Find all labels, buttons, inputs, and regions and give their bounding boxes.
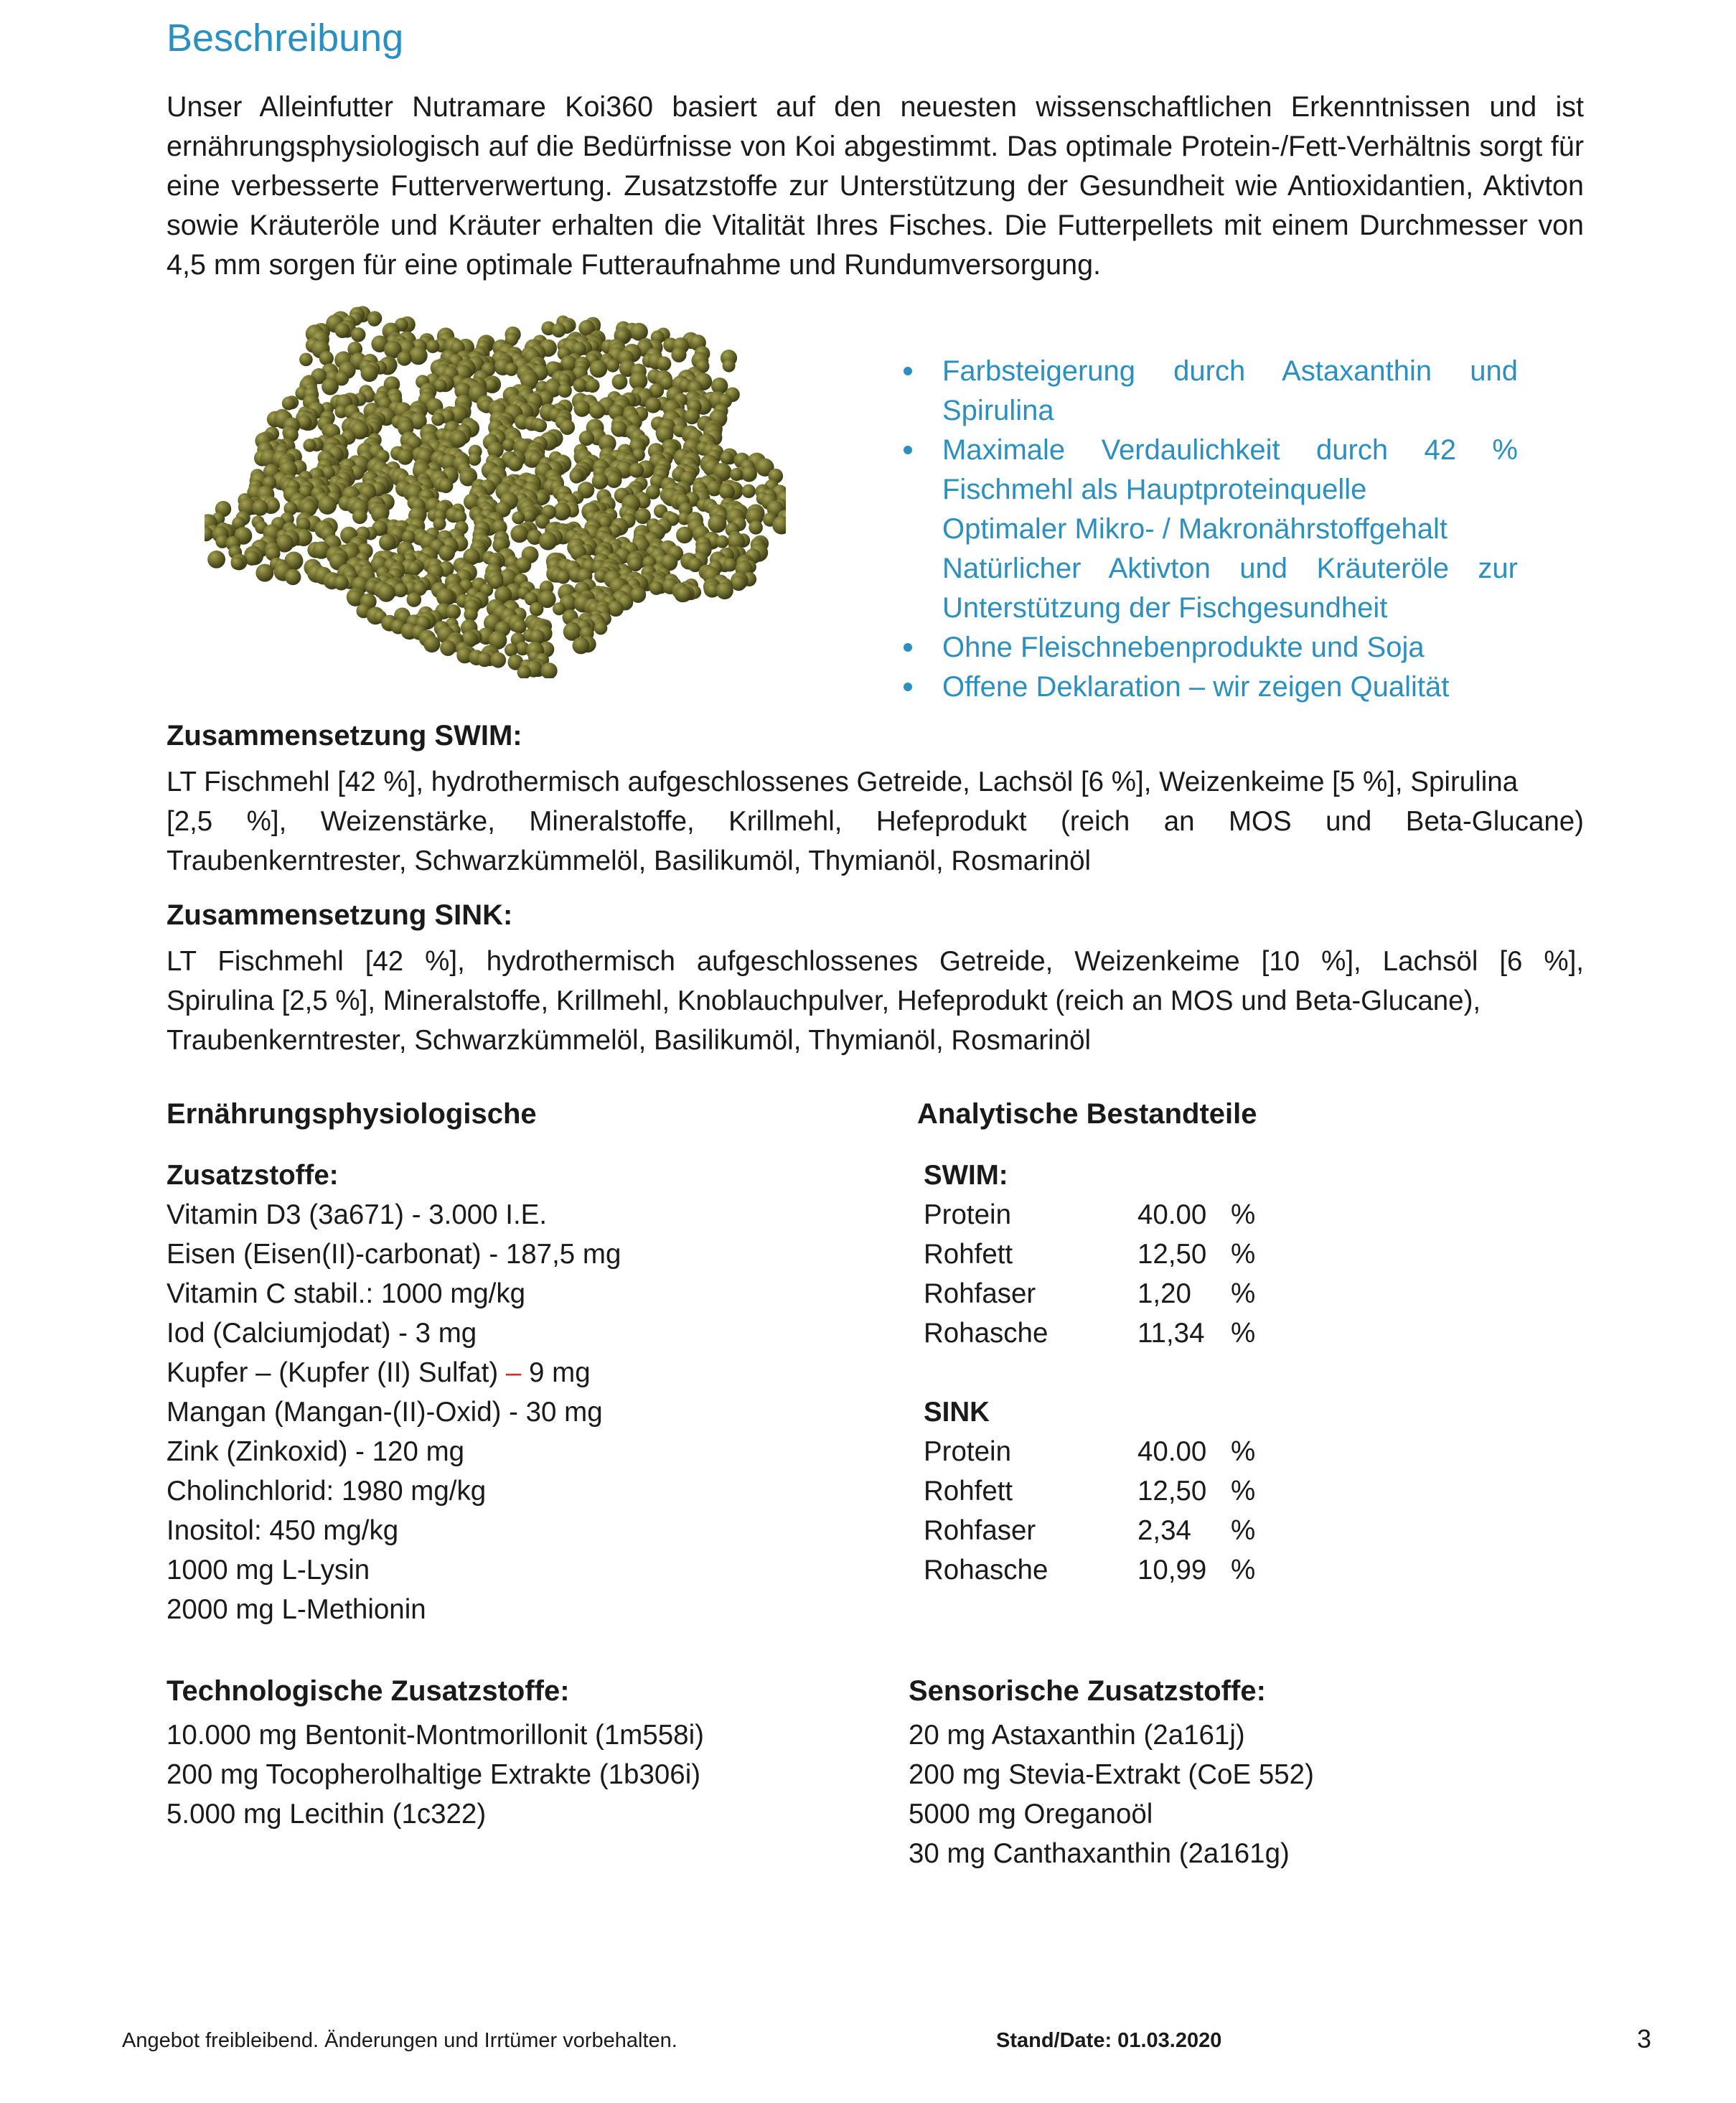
analytic-unit: % — [1231, 1199, 1256, 1230]
pellet — [708, 515, 726, 533]
pellet — [285, 569, 301, 585]
pellet — [742, 484, 756, 498]
pellet — [749, 520, 763, 535]
analytic-value: 40.00 — [1137, 1436, 1207, 1467]
analytic-label: Rohfett — [924, 1239, 1013, 1270]
description-heading: Beschreibung — [166, 17, 404, 60]
pellet — [490, 652, 506, 668]
pellet — [530, 602, 544, 617]
pellet — [464, 607, 477, 621]
analytic-row — [924, 1550, 1259, 1590]
analytic-row — [924, 1471, 1259, 1511]
pellet — [393, 583, 408, 597]
analytic-label: Protein — [924, 1436, 1011, 1467]
nutrition-item: Vitamin D3 (3a671) - 3.000 I.E. — [166, 1199, 548, 1230]
feature-item: Maximale Verdaulichkeit durch 42 % Fischmehl als Hauptproteinquelle — [901, 431, 1518, 510]
pellet — [282, 397, 296, 411]
pellet — [731, 576, 746, 591]
pellet — [446, 604, 461, 619]
pellet — [589, 403, 605, 419]
analytic-value: 2,34 — [1137, 1515, 1191, 1546]
pellet — [351, 327, 365, 342]
pellet — [592, 473, 609, 490]
pellet — [723, 558, 737, 572]
sensory-item: 200 mg Stevia-Extrakt (CoE 552) — [909, 1759, 1314, 1790]
swim-composition-title: Zusammensetzung SWIM: — [166, 720, 522, 751]
nutrition-item: Zink (Zinkoxid) - 120 mg — [166, 1436, 465, 1467]
analytic-row — [924, 1313, 1259, 1353]
nutrition-list — [166, 1156, 884, 1629]
sensory-item: 20 mg Astaxanthin (2a161j) — [909, 1720, 1245, 1751]
sensory-item: 30 mg Canthaxanthin (2a161g) — [909, 1838, 1290, 1869]
pellet — [303, 439, 316, 451]
pellet — [657, 357, 672, 372]
analytic-swim-table — [924, 1156, 1259, 1353]
pellet — [512, 511, 525, 524]
analytic-unit: % — [1231, 1436, 1256, 1467]
pellet — [649, 581, 663, 595]
koi-food-pellets-image — [205, 305, 786, 678]
technological-title: Technologische Zusatzstoffe: — [166, 1675, 570, 1707]
pellet — [560, 420, 575, 435]
analytic-value: 12,50 — [1137, 1239, 1207, 1270]
nutrition-item: Eisen (Eisen(II)-carbonat) - 187,5 mg — [166, 1239, 621, 1270]
pellet — [570, 470, 583, 483]
pellet — [719, 484, 735, 500]
pellet — [423, 636, 440, 652]
pellet — [318, 496, 337, 515]
kupfer-text: Kupfer – (Kupfer (II) Sulfat) — [166, 1357, 506, 1388]
pellet — [361, 365, 378, 382]
nutrition-items — [166, 1195, 884, 1629]
pellet — [606, 360, 619, 373]
analytic-row — [924, 1235, 1259, 1274]
analytic-row — [924, 1195, 1259, 1235]
pellet — [377, 584, 395, 602]
analytic-label: Rohfett — [924, 1476, 1013, 1507]
pellet — [440, 640, 456, 656]
analytic-unit: % — [1231, 1278, 1256, 1309]
analytic-value: 40.00 — [1137, 1199, 1207, 1230]
sensory-item: 5000 mg Oreganoöl — [909, 1799, 1153, 1830]
analytic-unit: % — [1231, 1555, 1256, 1586]
analytic-value: 1,20 — [1137, 1278, 1191, 1309]
pellet — [590, 360, 608, 378]
pellet — [407, 592, 422, 607]
pellet — [438, 545, 455, 561]
pellet — [556, 571, 570, 584]
highlight-dash: – — [505, 1357, 522, 1388]
pellet — [606, 472, 622, 488]
pellet — [352, 509, 367, 524]
pellet — [573, 378, 588, 393]
pellet — [611, 421, 627, 436]
pellet — [334, 576, 349, 591]
pellet — [299, 353, 313, 367]
pellet — [255, 564, 273, 582]
pellet — [573, 637, 590, 655]
nutrition-item: Inositol: 450 mg/kg — [166, 1515, 399, 1546]
feature-item: Farbsteigerung durch Astaxanthin und Spirulina — [901, 352, 1518, 431]
pellet — [252, 500, 268, 516]
pellet — [379, 534, 395, 551]
pellet — [676, 586, 692, 602]
pellet — [730, 468, 743, 481]
analytic-sink-title: SINK — [924, 1397, 990, 1428]
analytic-label: Rohfaser — [924, 1278, 1036, 1309]
analytic-value: 12,50 — [1137, 1476, 1207, 1507]
technological-item: 10.000 mg Bentonit-Montmorillonit (1m558i) — [166, 1720, 704, 1751]
analytic-row — [924, 1511, 1259, 1550]
nutrition-title: Ernährungsphysiologische — [166, 1098, 537, 1130]
kupfer-amount: 9 mg — [521, 1357, 591, 1388]
pellet — [319, 351, 334, 365]
pellet — [723, 360, 736, 373]
nutrition-item: Mangan (Mangan-(II)-Oxid) - 30 mg — [166, 1397, 603, 1428]
pellet — [574, 401, 591, 417]
analytic-unit: % — [1231, 1515, 1256, 1546]
pellet — [426, 339, 440, 353]
pellet — [671, 347, 686, 362]
pellet — [397, 449, 413, 464]
pellet — [645, 397, 661, 413]
pellet — [231, 557, 244, 570]
sensory-list — [909, 1715, 1626, 1873]
sensory-title: Sensorische Zusatzstoffe: — [909, 1675, 1266, 1707]
pellet — [558, 384, 572, 398]
swim-line: Traubenkerntrester, Schwarzkümmelöl, Basilikumöl, Thymianöl, Rosmarinöl — [166, 846, 1092, 876]
analytic-swim-rows — [924, 1195, 1259, 1353]
sink-composition-title: Zusammensetzung SINK: — [166, 899, 513, 931]
pellet — [431, 413, 444, 426]
analytic-label: Rohfaser — [924, 1515, 1036, 1546]
nutrition-item: Vitamin C stabil.: 1000 mg/kg — [166, 1278, 526, 1309]
pellet — [335, 323, 350, 338]
pellet — [676, 527, 693, 543]
analytic-sink-rows — [924, 1432, 1259, 1590]
feature-item: Offene Deklaration – wir zeigen Qualität — [901, 668, 1518, 707]
pellet — [507, 456, 522, 471]
pellet — [468, 453, 481, 466]
pellet — [408, 562, 422, 576]
analytic-label: Protein — [924, 1199, 1011, 1230]
pellet — [586, 379, 600, 393]
pellet — [721, 451, 733, 464]
technological-item: 200 mg Tocopherolhaltige Extrakte (1b306i) — [166, 1759, 701, 1790]
pellet — [715, 535, 728, 548]
analytic-value: 11,34 — [1137, 1318, 1205, 1349]
nutrition-item — [166, 1353, 884, 1392]
pellet — [477, 652, 492, 668]
analytic-title: Analytische Bestandteile — [917, 1098, 1257, 1130]
nutrition-item: 2000 mg L-Methionin — [166, 1594, 426, 1625]
analytic-row — [924, 1432, 1259, 1471]
feature-item: Optimaler Mikro- / Makronährstoffgehalt — [942, 513, 1448, 545]
footer-date: Stand/Date: 01.03.2020 — [996, 2029, 1222, 2052]
sink-composition-text — [166, 942, 1584, 1060]
pellet — [579, 431, 594, 446]
pellet — [266, 499, 280, 512]
pellet — [409, 347, 428, 365]
swim-line: LT Fischmehl [42 %], hydrothermisch aufgeschlossenes Getreide, Lachsöl [6 %], Weizenkeime [5 %], Spirulina — [166, 767, 1519, 797]
feature-item: Ohne Fleischnebenprodukte und Soja — [901, 628, 1518, 668]
nutrition-item: 1000 mg L-Lysin — [166, 1555, 370, 1586]
page-number: 3 — [1637, 2024, 1652, 2053]
pellet — [502, 439, 515, 451]
pellet — [438, 479, 453, 493]
analytic-sink-table — [924, 1392, 1259, 1590]
pellet — [629, 463, 644, 478]
pellet — [367, 313, 380, 326]
intro-paragraph: Unser Alleinfutter Nutramare Koi360 basiert auf den neuesten wissenschaftlichen Erkenntnissen und ist ernährungsphysiologisch auf die Bedürfnisse von Koi abgestimmt. Das optimale Protein-/Fett-Verhältnis sorgt für eine verbesserte Futterverwertung. Zusatzstoffe zur Unterstützung der Gesundheit wie Antioxidantien, Aktivton sowie Kräuteröle und Kräuter erhalten die Vitalität Ihres Fisches. Die Futterpellets mit einem Durchmesser von 4,5 mm sorgen für eine optimale Futteraufnahme und Rundumversorgung. — [166, 91, 1584, 281]
analytic-label: Rohasche — [924, 1318, 1048, 1349]
footer-disclaimer: Angebot freibleibend. Änderungen und Irrtümer vorbehalten. — [122, 2029, 677, 2052]
pellet — [207, 551, 225, 568]
sink-line: Traubenkerntrester, Schwarzkümmelöl, Basilikumöl, Thymianöl, Rosmarinöl — [166, 1025, 1092, 1056]
pellet — [510, 525, 528, 543]
analytic-row — [924, 1274, 1259, 1313]
technological-list — [166, 1715, 884, 1834]
analytic-swim-title: SWIM: — [924, 1160, 1008, 1191]
technological-item: 5.000 mg Lecithin (1c322) — [166, 1799, 487, 1830]
sink-line: Spirulina [2,5 %], Mineralstoffe, Krillmehl, Knoblauchpulver, Hefeprodukt (reich an MOS und Beta-Glucane), — [166, 985, 1481, 1016]
swim-composition-text — [166, 762, 1584, 881]
pellet — [534, 419, 547, 432]
pellet — [397, 351, 412, 366]
analytic-value: 10,99 — [1137, 1555, 1207, 1586]
pellet — [505, 362, 518, 376]
nutrition-item: Cholinchlorid: 1980 mg/kg — [166, 1476, 487, 1507]
nutrition-subtitle: Zusatzstoffe: — [166, 1160, 339, 1191]
analytic-label: Rohasche — [924, 1555, 1048, 1586]
analytic-unit: % — [1231, 1239, 1256, 1270]
pellet — [552, 323, 566, 337]
nutrition-item: Iod (Calciumjodat) - 3 mg — [166, 1318, 477, 1349]
pellet — [594, 622, 608, 635]
sink-line: LT Fischmehl [42 %], hydrothermisch aufgeschlossenes Getreide, Weizenkeime [10 %], Lachsöl [6 %], — [166, 946, 1584, 977]
analytic-unit: % — [1231, 1476, 1256, 1507]
swim-line: [2,5 %], Weizenstärke, Mineralstoffe, Krillmehl, Hefeprodukt (reich an MOS und Beta-Glucane) — [166, 806, 1584, 837]
analytic-unit: % — [1231, 1318, 1256, 1349]
pellet — [612, 374, 628, 390]
feature-item: Natürlicher Aktivton und Kräuteröle zur Unterstützung der Fischgesundheit — [942, 553, 1518, 624]
pellet — [322, 378, 339, 395]
pellet — [539, 532, 558, 551]
feature-list — [901, 352, 1518, 707]
pellet — [716, 582, 733, 599]
pellet — [741, 466, 757, 482]
pellet — [608, 601, 624, 617]
